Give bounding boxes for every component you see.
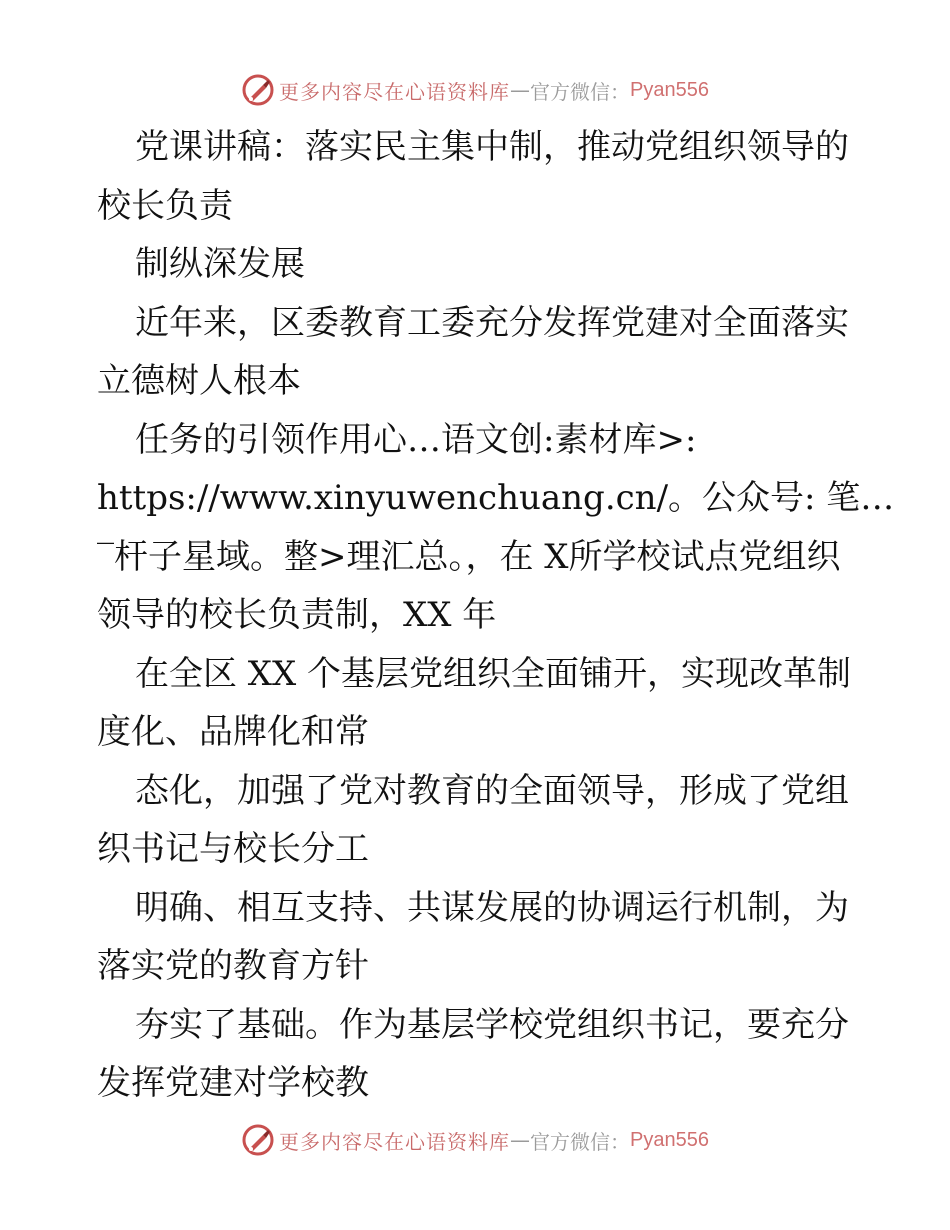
banner-handle: Pyan556 — [630, 78, 709, 101]
text-line: 制纵深发展 — [135, 244, 305, 284]
text-line: https://www.xinyuwenchuang.cn/。公众号: 笔… — [97, 478, 895, 518]
text-line: 落实党的教育方针 — [97, 946, 369, 986]
text-line: 近年来，区委教育工委充分发挥党建对全面落实 — [135, 302, 849, 343]
text-line: 立德树人根本 — [97, 361, 301, 401]
header-watermark-banner — [0, 70, 950, 110]
banner-official-label: 官方微信： — [530, 79, 631, 104]
text-line: 织书记与校长分工 — [97, 829, 369, 869]
text-line: 领导的校长负责制，XX 年 — [97, 595, 497, 635]
pen-nib-circle-icon — [241, 1123, 275, 1157]
footer-watermark-banner — [0, 1120, 950, 1160]
pen-nib-circle-icon — [241, 73, 275, 107]
banner-handle: Pyan556 — [630, 1128, 709, 1151]
text-line: 发挥党建对学校教 — [97, 1063, 369, 1103]
text-line: 校长负责 — [97, 185, 233, 226]
text-line: 任务的引领作用心…语文创:素材库>: — [135, 419, 697, 460]
banner-text: 更多内容尽在心语资料库 — [279, 1129, 511, 1154]
text-line: 在全区 XX 个基层党组织全面铺开，实现改革制 — [135, 653, 852, 694]
text-line: 明确、相互支持、共谋发展的协调运行机制，为 — [135, 887, 849, 928]
text-line: 态化，加强了党对教育的全面领导，形成了党组 — [135, 770, 849, 811]
text-line: 度化、品牌化和常 — [97, 712, 369, 752]
banner-separator: — — [510, 1128, 531, 1152]
text-line: 夯实了基础。作为基层学校党组织书记，要充分 — [135, 1004, 849, 1045]
banner-separator: — — [510, 78, 531, 102]
banner-official-label: 官方微信： — [530, 1129, 631, 1154]
text-line: 党课讲稿：落实民主集中制，推动党组织领导的 — [135, 127, 849, 167]
document-body — [97, 118, 895, 1113]
text-line: ‾杆子星域。整>理汇总。，在 X所学校试点党组织 — [97, 536, 841, 577]
banner-text: 更多内容尽在心语资料库 — [279, 79, 511, 104]
